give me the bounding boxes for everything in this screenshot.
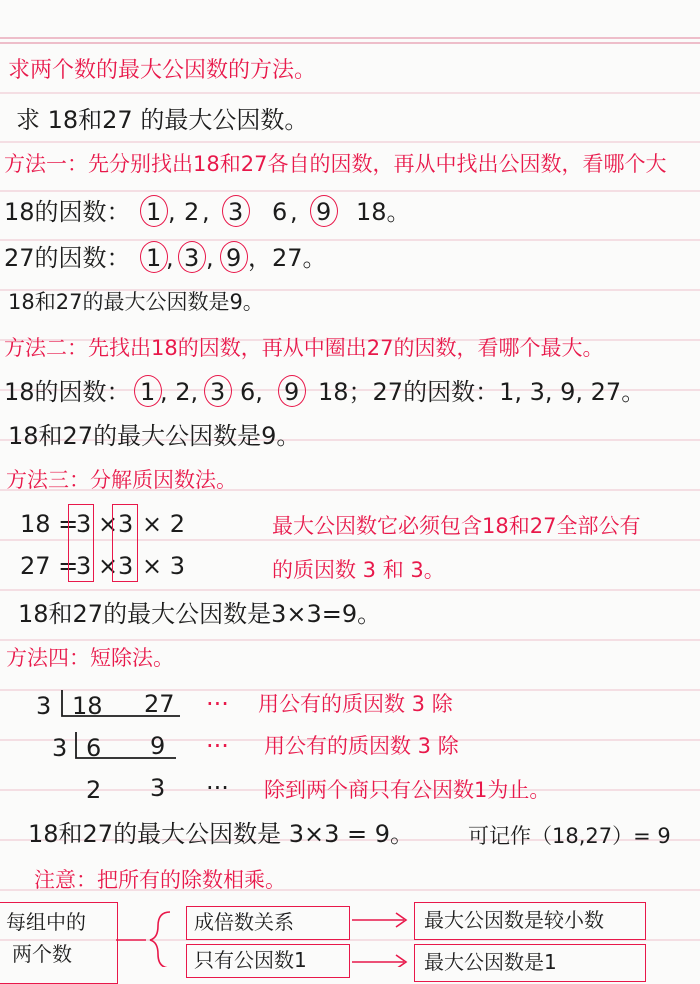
factor-value: 1 xyxy=(140,378,156,406)
method4-label: 方法四：短除法。 xyxy=(6,646,174,670)
eq-tail: × 3 xyxy=(142,552,186,580)
method1-label: 方法一：先分别找出18和27各自的因数，再从中找出公因数，看哪个大 xyxy=(4,152,667,176)
factor-value: 9 xyxy=(284,378,300,406)
separator: , xyxy=(206,244,214,272)
eq-lhs: 18 = xyxy=(20,510,79,538)
method3-label: 方法三：分解质因数法。 xyxy=(6,468,237,492)
eq-tail: × 2 xyxy=(142,510,186,538)
problem-statement: 求 18和27 的最大公因数。 xyxy=(16,106,309,134)
row-note: 用公有的质因数 3 除 xyxy=(264,734,459,758)
quotient-b: 9 xyxy=(150,732,166,760)
page-title: 求两个数的最大公因数的方法。 xyxy=(8,58,317,83)
relation-multiple: 成倍数关系 xyxy=(194,910,294,934)
row-note: 除到两个商只有公因数1为止。 xyxy=(264,778,551,802)
factor-value: 1 xyxy=(146,244,162,272)
factor-value: 3 xyxy=(184,244,200,272)
factor-values: 6, xyxy=(240,378,263,406)
method1-result: 18和27的最大公因数是9。 xyxy=(8,290,264,314)
factors27-heading: 27的因数： xyxy=(4,244,131,272)
dividend-b: 27 xyxy=(144,690,175,718)
result-one: 最大公因数是1 xyxy=(424,950,557,974)
factors18-heading: 18的因数： xyxy=(4,198,131,226)
dots: ··· xyxy=(206,774,229,802)
method3-note-line1: 最大公因数它必须包含18和27全部公有 xyxy=(272,514,641,538)
separator: , xyxy=(290,198,298,226)
result-smaller-number: 最大公因数是较小数 xyxy=(424,908,604,932)
prime-factor: 3 xyxy=(118,552,134,580)
divisor: 3 xyxy=(36,692,52,720)
left-cell-line1: 每组中的 xyxy=(6,910,86,934)
method2-result: 18和27的最大公因数是9。 xyxy=(8,422,301,450)
note-label: 注意：把所有的除数相乘。 xyxy=(34,868,286,892)
method4-result: 18和27的最大公因数是 3×3 = 9。 xyxy=(28,820,414,848)
factor-value: 6 xyxy=(272,198,288,226)
factor-values: , 2, xyxy=(160,378,199,406)
row-note: 用公有的质因数 3 除 xyxy=(258,692,453,716)
quotient-a: 2 xyxy=(86,776,102,804)
factors-rest: 18；27的因数：1, 3, 9, 27。 xyxy=(318,378,646,406)
separator: , xyxy=(168,198,176,226)
relation-coprime: 只有公因数1 xyxy=(194,948,307,972)
factor-value: 3 xyxy=(228,198,244,226)
quotient-a: 6 xyxy=(86,734,102,762)
left-cell-line2: 两个数 xyxy=(12,942,72,966)
times-sign: × xyxy=(98,552,119,580)
method2-label: 方法二：先找出18的因数，再从中圈出27的因数，看哪个最大。 xyxy=(4,336,604,360)
gcd-notation: 可记作（18,27）= 9 xyxy=(468,824,671,848)
factor-value: 1 xyxy=(146,198,162,226)
dots: ··· xyxy=(206,732,229,760)
prime-factor: 3 xyxy=(76,510,92,538)
prime-factor: 3 xyxy=(118,510,134,538)
factor-value: 2 xyxy=(184,198,200,226)
dots: ··· xyxy=(206,690,229,718)
prime-factor: 3 xyxy=(76,552,92,580)
method3-result: 18和27的最大公因数是3×3=9。 xyxy=(18,600,382,628)
factor-value: 9 xyxy=(226,244,242,272)
eq-lhs: 27 = xyxy=(20,552,79,580)
dividend-a: 18 xyxy=(72,692,103,720)
method3-note-line2: 的质因数 3 和 3。 xyxy=(272,558,445,582)
factor-value: 9 xyxy=(316,198,332,226)
factor-value: ，27。 xyxy=(248,244,327,272)
separator: , xyxy=(202,198,210,226)
times-sign: × xyxy=(98,510,119,538)
separator: , xyxy=(166,244,174,272)
quotient-b: 3 xyxy=(150,774,166,802)
factors18-heading: 18的因数： xyxy=(4,378,131,406)
factor-value: 3 xyxy=(210,378,226,406)
divisor: 3 xyxy=(52,734,68,762)
factor-value: 18。 xyxy=(356,198,411,226)
